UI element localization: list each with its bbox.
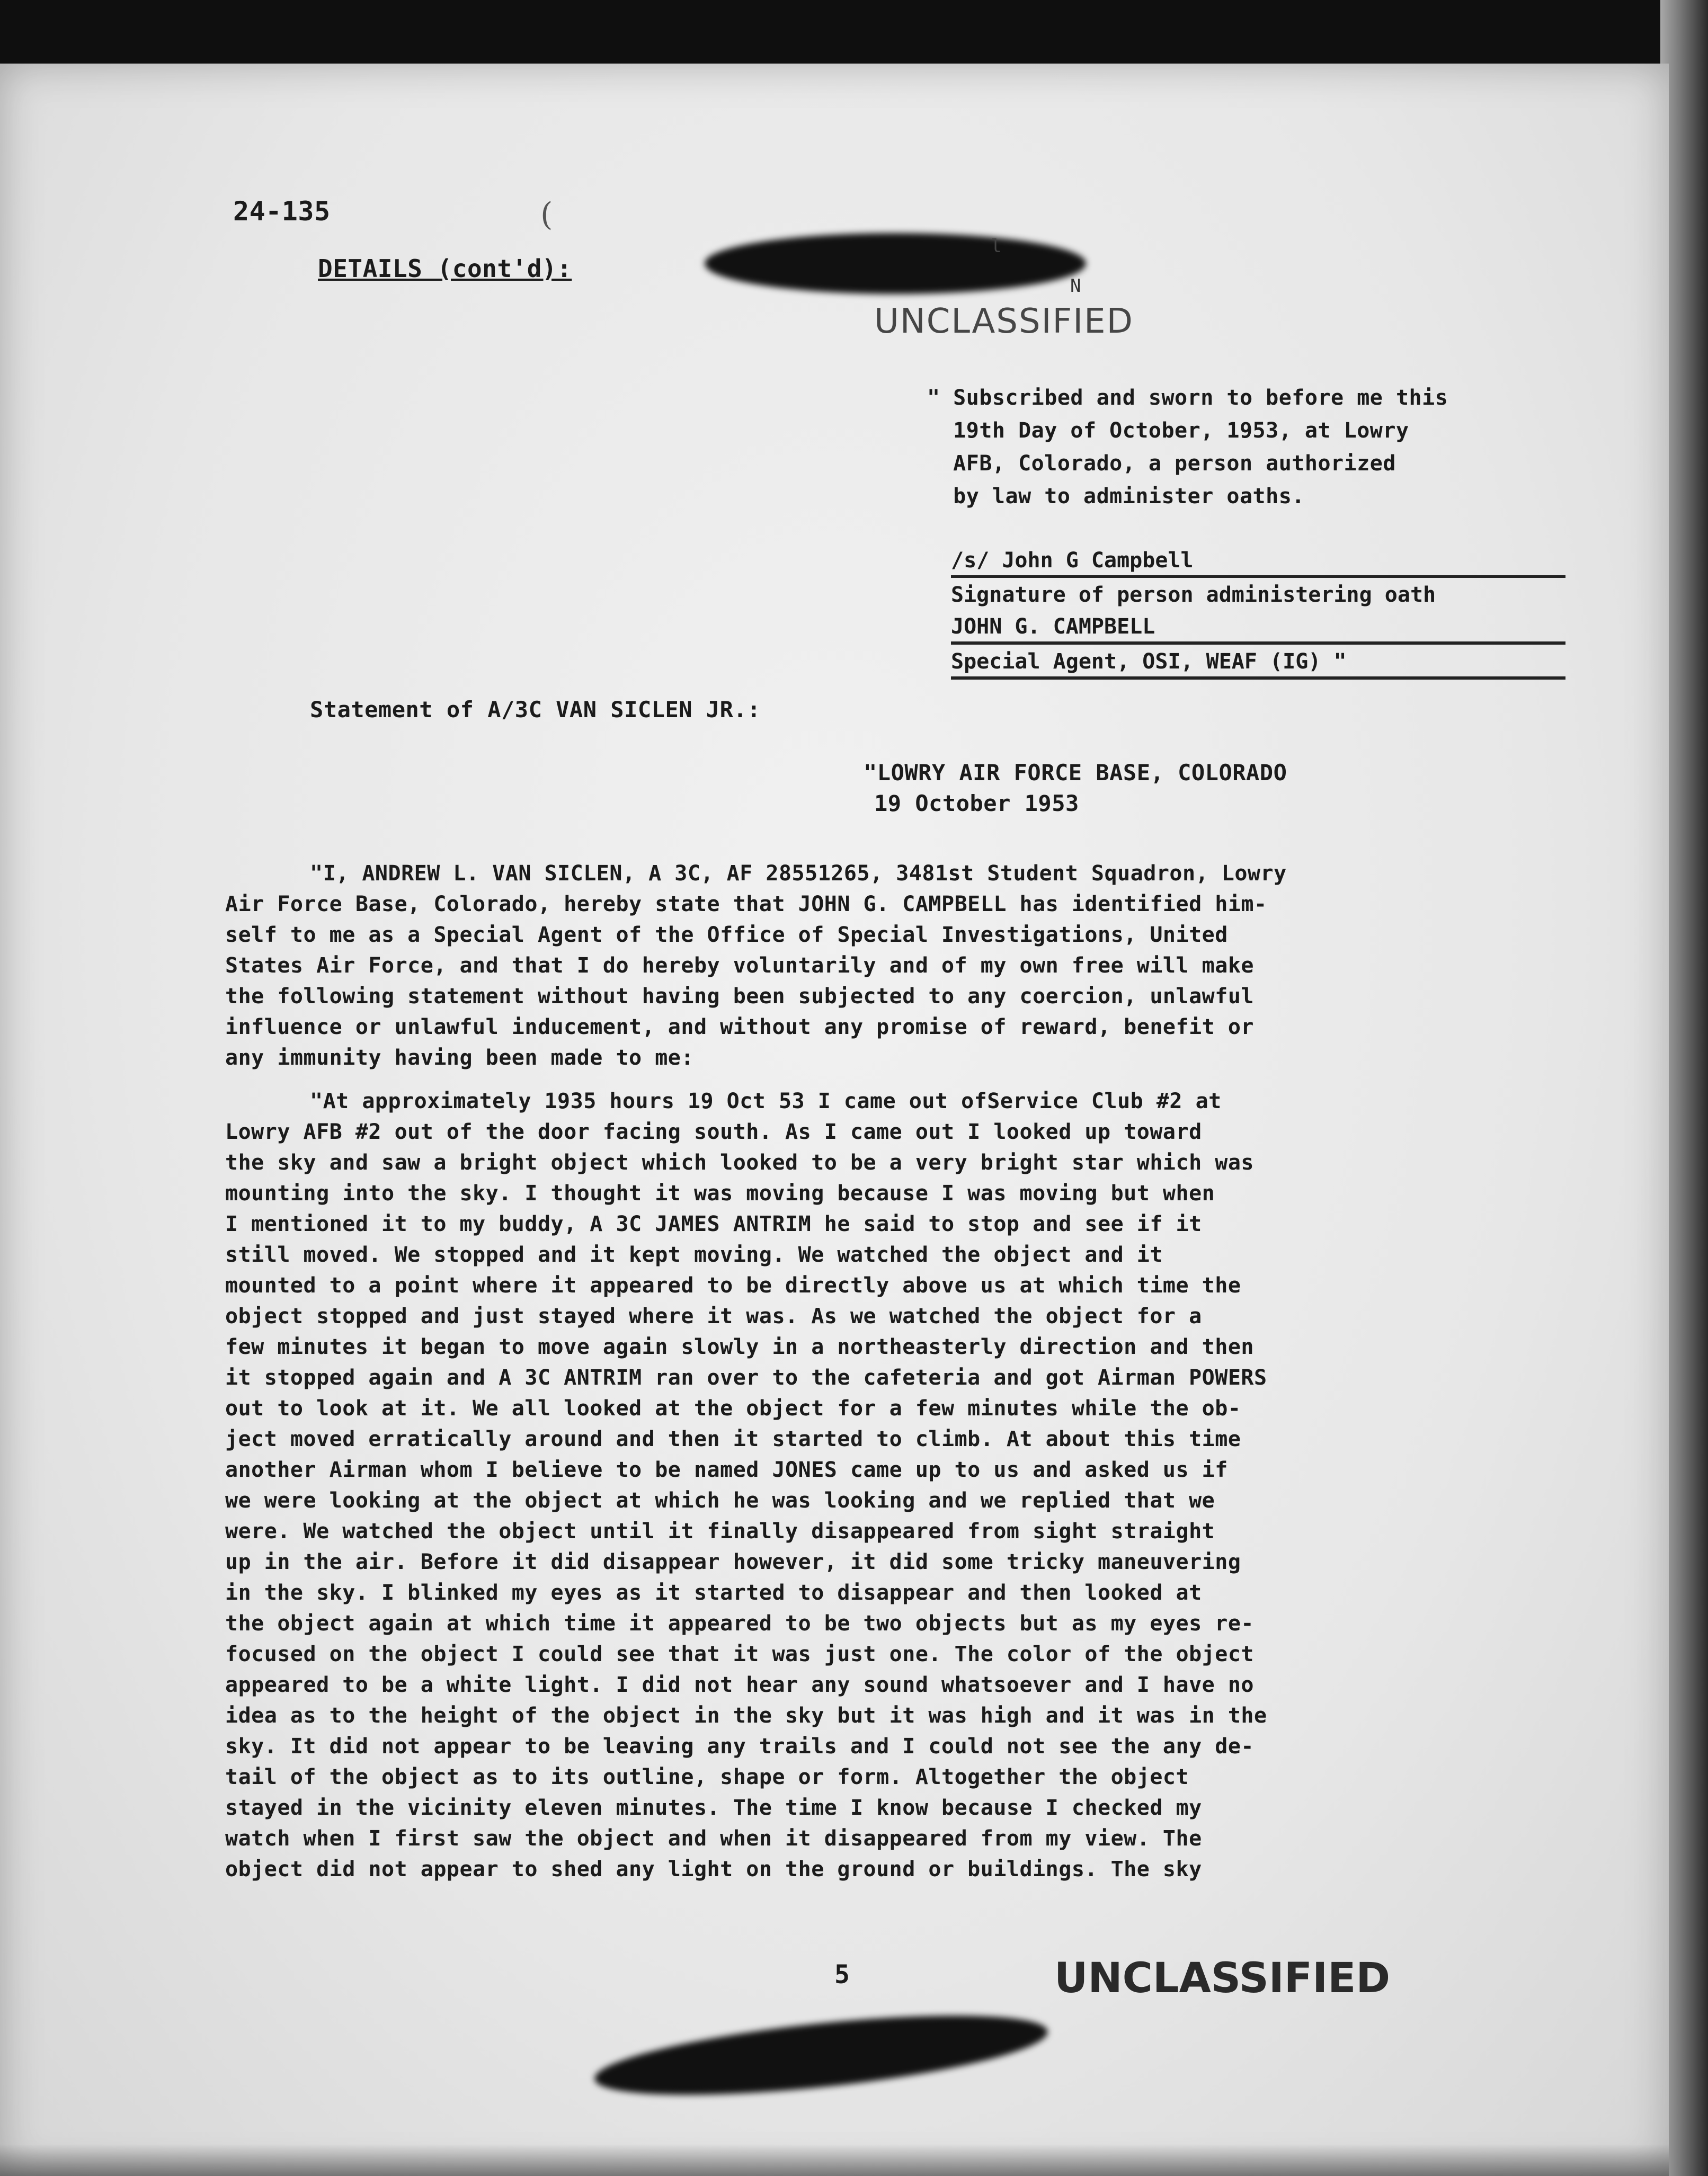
statement-date: 19 October 1953 — [874, 790, 1079, 816]
redaction-mark-top — [705, 233, 1086, 294]
text-line: Lowry AFB #2 out of the door facing south. As I came out I looked up toward — [225, 1120, 1202, 1144]
text-line: ject moved erratically around and then it started to climb. At about this time — [225, 1427, 1241, 1451]
text-line: it stopped again and A 3C ANTRIM ran over to the cafeteria and got Airman POWERS — [225, 1366, 1267, 1390]
signature-line: /s/ John G Campbell — [951, 546, 1565, 578]
signature-caption: Signature of person administering oath — [951, 583, 1436, 607]
text-line: we were looking at the object at which he was looking and we replied that we — [225, 1488, 1215, 1513]
signature-block — [951, 546, 1565, 682]
text-line: stayed in the vicinity eleven minutes. The time I know because I checked my — [225, 1796, 1202, 1820]
text-line: tail of the object as to its outline, shape or form. Altogether the object — [225, 1765, 1189, 1789]
text-line: still moved. We stopped and it kept moving. We watched the object and it — [225, 1243, 1163, 1267]
classification-stamp-top: UNCLASSIFIED — [874, 302, 1134, 341]
text-line: any immunity having been made to me: — [225, 1046, 694, 1070]
classification-stamp-bottom: UNCLASSIFIED — [1054, 1955, 1391, 2002]
text-line: States Air Force, and that I do hereby voluntarily and of my own free will make — [225, 953, 1254, 978]
text-line: the following statement without having been subjected to any coercion, unlawful — [225, 984, 1254, 1009]
statement-place: "LOWRY AIR FORCE BASE, COLORADO — [864, 760, 1287, 786]
signer-name: JOHN G. CAMPBELL — [951, 612, 1565, 645]
text-line: out to look at it. We all looked at the object for a few minutes while the ob- — [225, 1396, 1241, 1421]
text-line: up in the air. Before it did disappear however, it did some tricky maneuvering — [225, 1550, 1241, 1574]
oath-line: " Subscribed and sworn to before me this — [927, 386, 1448, 410]
text-line: the object again at which time it appeared to be two objects but as my eyes re- — [225, 1611, 1254, 1636]
text-line: mounting into the sky. I thought it was moving because I was moving but when — [225, 1181, 1215, 1206]
text-line: "At approximately 1935 hours 19 Oct 53 I came out ofService Club #2 at — [310, 1089, 1222, 1113]
text-line: appeared to be a white light. I did not hear any sound whatsoever and I have no — [225, 1673, 1254, 1697]
paragraph-preamble — [225, 858, 1287, 1073]
text-line: "I, ANDREW L. VAN SICLEN, A 3C, AF 28551265, 3481st Student Squadron, Lowry — [310, 861, 1287, 886]
oath-text — [927, 381, 1448, 513]
oath-line: 19th Day of October, 1953, at Lowry — [927, 418, 1409, 443]
file-number: 24-135 — [233, 196, 331, 227]
stray-paren: ( — [540, 196, 553, 233]
page-bottom-shadow — [0, 2144, 1669, 2176]
text-line: Air Force Base, Colorado, hereby state that JOHN G. CAMPBELL has identified him- — [225, 892, 1267, 916]
text-line: idea as to the height of the object in the sky but it was high and it was in the — [225, 1704, 1267, 1728]
text-line: were. We watched the object until it finally disappeared from sight straight — [225, 1519, 1215, 1544]
text-line: watch when I first saw the object and when it disappeared from my view. The — [225, 1826, 1202, 1851]
page-number: 5 — [834, 1960, 850, 1990]
text-line: I mentioned it to my buddy, A 3C JAMES ANTRIM he said to stop and see if it — [225, 1212, 1202, 1236]
text-line: another Airman whom I believe to be named JONES came up to us and asked us if — [225, 1458, 1228, 1482]
text-line: mounted to a point where it appeared to be directly above us at which time the — [225, 1273, 1241, 1298]
text-line: few minutes it began to move again slowly in a northeasterly direction and then — [225, 1335, 1254, 1359]
fragment-mark-n: N — [1070, 275, 1081, 297]
statement-heading: Statement of A/3C VAN SICLEN JR.: — [310, 697, 761, 723]
oath-line: by law to administer oaths. — [927, 484, 1305, 509]
text-line: self to me as a Special Agent of the Office of Special Investigations, United — [225, 923, 1228, 947]
text-line: object did not appear to shed any light on the ground or buildings. The sky — [225, 1857, 1202, 1881]
text-line: object stopped and just stayed where it was. As we watched the object for a — [225, 1304, 1202, 1328]
text-line: sky. It did not appear to be leaving any trails and I could not see the any de- — [225, 1734, 1254, 1759]
text-line: influence or unlawful inducement, and without any promise of reward, benefit or — [225, 1015, 1254, 1039]
signer-title: Special Agent, OSI, WEAF (IG) " — [951, 647, 1565, 680]
text-line: the sky and saw a bright object which looked to be a very bright star which was — [225, 1151, 1254, 1175]
text-line: in the sky. I blinked my eyes as it started to disappear and then looked at — [225, 1581, 1202, 1605]
paragraph-account — [225, 1086, 1267, 1885]
text-line: focused on the object I could see that it was just one. The color of the object — [225, 1642, 1254, 1666]
oath-line: AFB, Colorado, a person authorized — [927, 451, 1396, 476]
details-heading: DETAILS (cont'd): — [318, 254, 572, 283]
statement-place-date — [864, 757, 1287, 819]
fragment-mark: l — [991, 236, 1002, 257]
